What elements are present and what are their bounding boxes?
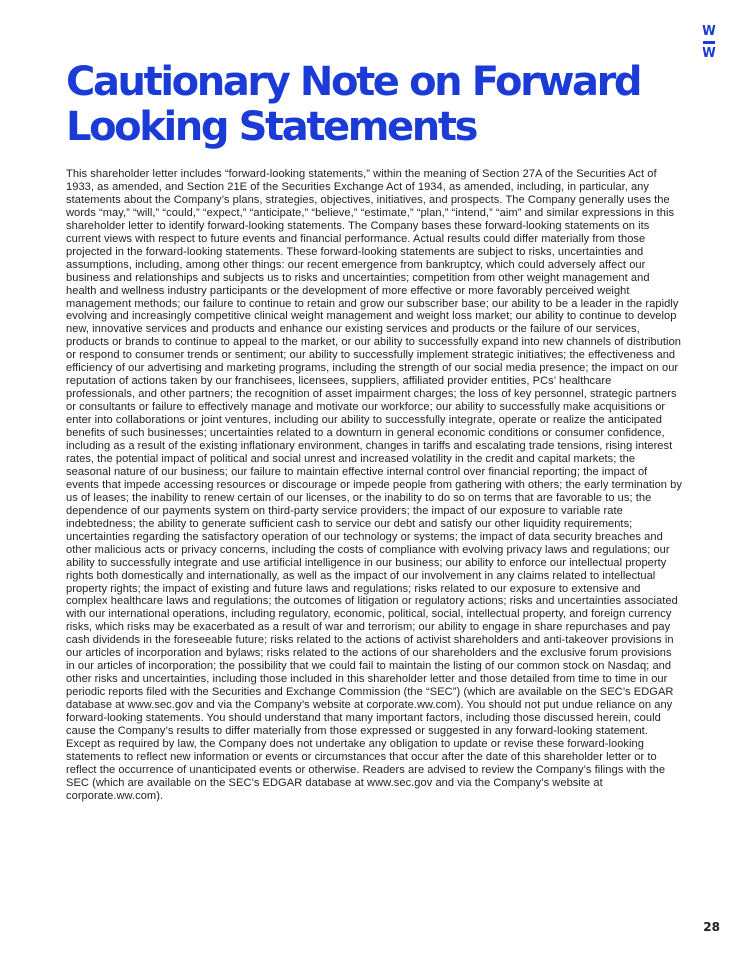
page-number: 28 xyxy=(703,920,720,934)
ww-logo xyxy=(700,25,718,60)
logo-letter-bottom: W xyxy=(702,46,716,61)
page-title: Cautionary Note on Forward Looking Statements xyxy=(66,59,641,150)
body-paragraph: This shareholder letter includes “forward-looking statements,” within the meaning of Section 27A of the Securities Act of 1933, as amended, and Section 21E of the Securities Exchange Act of 1934, as amended, including, in particular, any statements about the Company’s plans, strategies, objectives, initiatives, and prospects. The Company generally uses the words “may,” “will,” “could,” “expect,” “anticipate,” “believe,” “estimate,” “plan,” “intend,” “aim” and similar expressions in this shareholder letter to identify forward-looking statements. The Company bases these forward-looking statements on its current views with respect to future events and financial performance. Actual results could differ materially from those projected in the forward-looking statements. These forward-looking statements are subject to risks, uncertainties and assumptions, including, among other things: our recent emergence from bankruptcy, which could adversely affect our business and relationships and subjects us to risks and uncertainties; competition from other weight management and health and wellness industry participants or the development of more effective or more favorably perceived weight management methods; our failure to continue to retain and grow our subscriber base; our ability to be a leader in the rapidly evolving and increasingly competitive clinical weight management and weight loss market; our ability to continue to develop new, innovative services and products and enhance our existing services and products or the failure of our services, products or brands to continue to appeal to the market, or our ability to successfully expand into new channels of distribution or respond to consumer trends or sentiment; our ability to successfully implement strategic initiatives; the effectiveness and efficiency of our advertising and marketing programs, including the strength of our social media presence; the impact on our reputation of actions taken by our franchisees, licensees, suppliers, affiliated provider entities, PCs’ healthcare professionals, and other partners; the recognition of asset impairment charges; the loss of key personnel, strategic partners or consultants or failure to effectively manage and motivate our workforce; our ability to successfully make acquisitions or enter into collaborations or joint ventures, including our ability to successfully integrate, operate or realize the anticipated benefits of such businesses; uncertainties related to a downturn in general economic conditions or consumer confidence, including as a result of the existing inflationary environment, changes in tariffs and escalating trade tensions, rising interest rates, the potential impact of political and social unrest and increased volatility in the credit and capital markets; the seasonal nature of our business; our failure to maintain effective internal control over financial reporting; the impact of events that impede accessing resources or discourage or impede people from gathering with others; the early termination by us of leases; the inability to renew certain of our licenses, or the inability to do so on terms that are favorable to us; the dependence of our payments system on third-party service providers; the impact of our exposure to variable rate indebtedness; the ability to generate sufficient cash to service our debt and satisfy our other liquidity requirements; uncertainties regarding the satisfactory operation of our technology or systems; the impact of data security breaches and other malicious acts or privacy concerns, including the costs of compliance with evolving privacy laws and regulations; our ability to successfully integrate and use artificial intelligence in our business; our ability to enforce our intellectual property rights both domestically and internationally, as well as the impact of our involvement in any claims related to intellectual property rights; the impact of existing and future laws and regulations; risks related to our exposure to extensive and complex healthcare laws and regulations; the outcomes of litigation or regulatory actions; risks and uncertainties associated with our international operations, including regulatory, economic, political, social, intellectual property, and foreign currency risks, which risks may be exacerbated as a result of war and terrorism; our ability to engage in share repurchases and pay cash dividends in the foreseeable future; risks related to the actions of activist shareholders and anti-takeover provisions in our articles of incorporation and bylaws; risks related to the actions of our shareholders and the exclusive forum provisions in our articles of incorporation; the possibility that we could fail to maintain the listing of our common stock on Nasdaq; and other risks and uncertainties, including those included in this shareholder letter and those detailed from time to time in our periodic reports filed with the Securities and Exchange Commission (the “SEC”) (which are available on the SEC’s EDGAR database at www.sec.gov and via the Company’s website at corporate.ww.com). You should not put undue reliance on any forward-looking statements. You should understand that many important factors, including those discussed herein, could cause the Company’s results to differ materially from those expressed or suggested in any forward-looking statement. Except as required by law, the Company does not undertake any obligation to update or revise these forward-looking statements to reflect new information or events or circumstances that occur after the date of this shareholder letter or to reflect the occurrence of unanticipated events or otherwise. Readers are advised to review the Company’s filings with the SEC (which are available on the SEC’s EDGAR database at www.sec.gov and via the Company’s website at corporate.ww.com). xyxy=(66,168,682,802)
logo-divider xyxy=(703,41,715,44)
logo-letter-top: W xyxy=(702,24,716,39)
